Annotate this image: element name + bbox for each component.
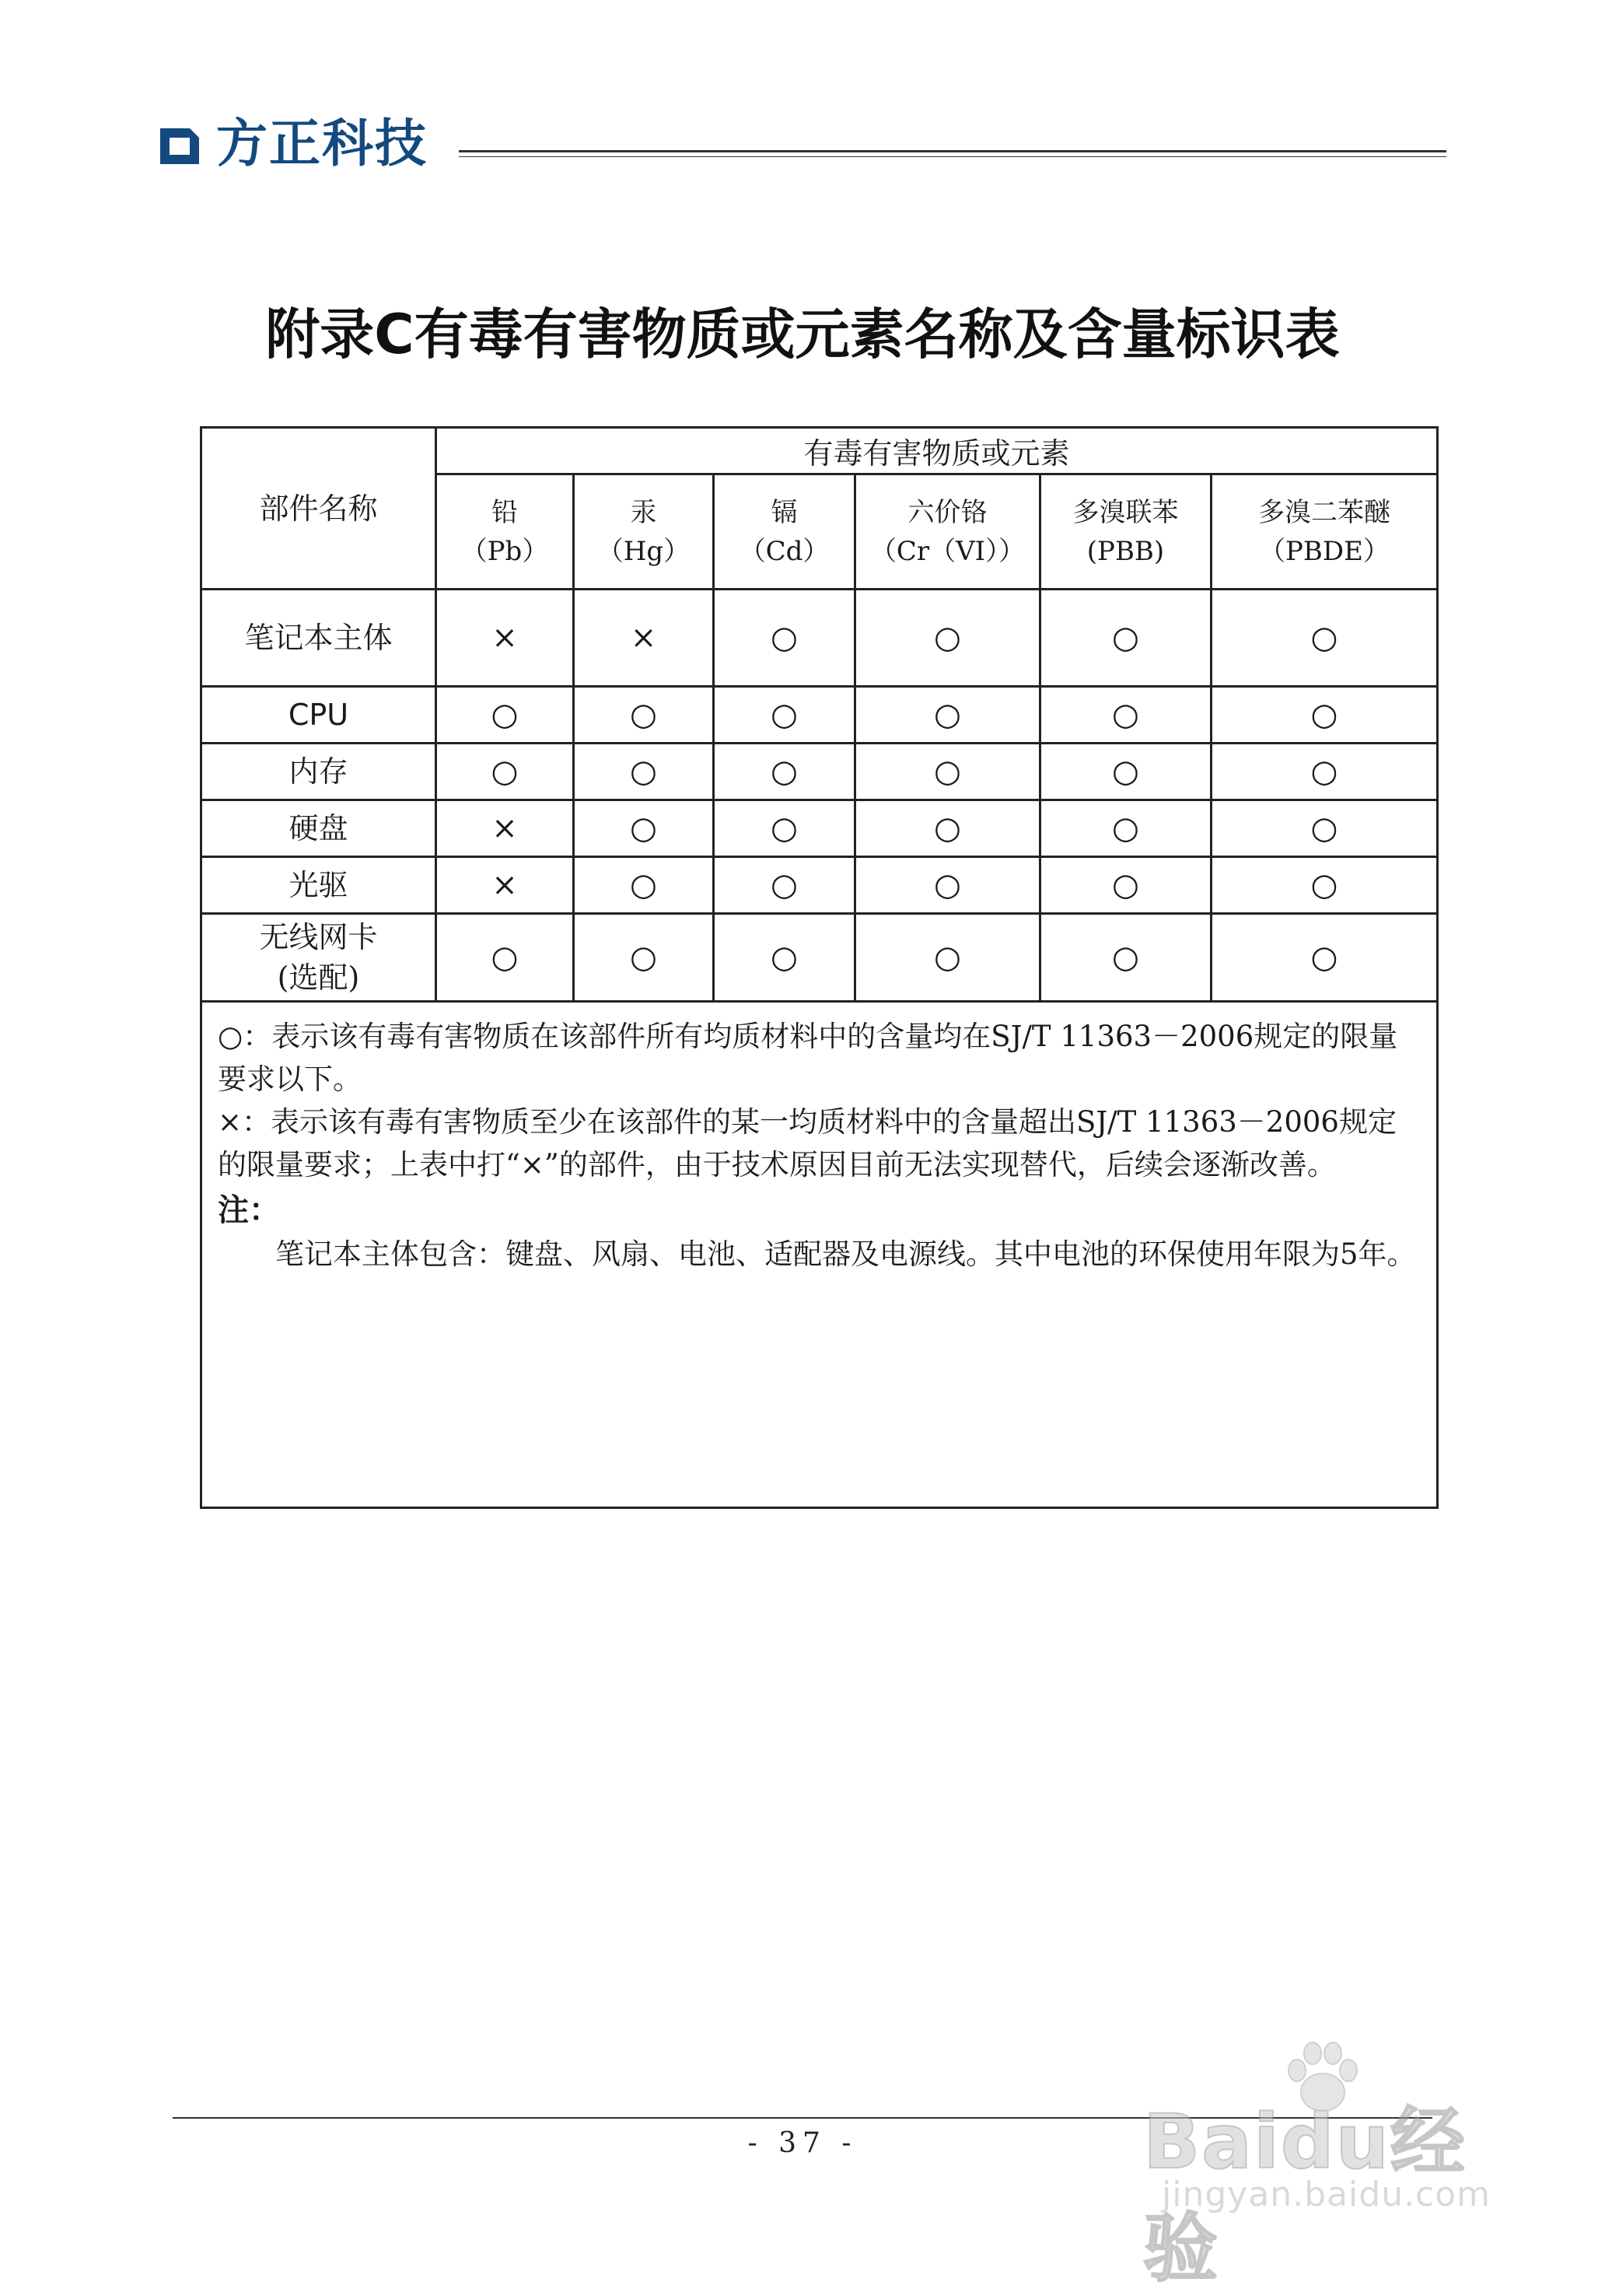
value-cell: ○: [1040, 800, 1212, 857]
value-cell: ○: [574, 744, 714, 800]
founder-logo-icon: [156, 121, 204, 169]
value-cell: ×: [436, 857, 574, 914]
header-rule-thin: [459, 156, 1446, 157]
watermark-brand: Baidu经验: [1143, 2098, 1467, 2292]
page-number: - 37 -: [747, 2127, 858, 2159]
element-header-pbb: 多溴联苯 (PBB): [1040, 474, 1212, 590]
watermark-url: jingyan.baidu.com: [1162, 2175, 1491, 2214]
brand-name: 方正科技: [216, 114, 428, 173]
value-cell: ○: [436, 914, 574, 1002]
value-cell: ×: [436, 800, 574, 857]
part-name-line: 无线网卡: [259, 920, 378, 954]
hazardous-substance-table: [200, 426, 1436, 1509]
value-cell: ○: [714, 687, 855, 744]
part-name-cell: 硬盘: [201, 800, 436, 857]
part-name-line: (选配): [277, 961, 360, 995]
value-cell: ○: [1212, 590, 1438, 687]
element-header-lead: 铅 （Pb）: [436, 474, 574, 590]
substance-group-header: 有毒有害物质或元素: [436, 428, 1438, 474]
value-cell: ○: [714, 857, 855, 914]
value-cell: ○: [1040, 914, 1212, 1002]
table-row: [201, 857, 1438, 914]
value-cell: ×: [436, 590, 574, 687]
value-cell: ○: [574, 914, 714, 1002]
page-header: [156, 113, 1446, 183]
value-cell: ○: [855, 914, 1040, 1002]
value-cell: ×: [574, 590, 714, 687]
table-row: [201, 800, 1438, 857]
part-name-cell: [201, 914, 436, 1002]
part-name-cell: 笔记本主体: [201, 590, 436, 687]
value-cell: ○: [574, 800, 714, 857]
table-row: [201, 687, 1438, 744]
part-name-cell: CPU: [201, 687, 436, 744]
element-header-mercury: 汞 （Hg）: [574, 474, 714, 590]
note-label: 注：: [218, 1192, 280, 1228]
value-cell: ○: [574, 857, 714, 914]
baidu-watermark: [1143, 2036, 1532, 2292]
element-header-chromium: 六价铬 （Cr（VI））: [855, 474, 1040, 590]
value-cell: ○: [1212, 744, 1438, 800]
value-cell: ○: [714, 914, 855, 1002]
value-cell: ○: [1040, 590, 1212, 687]
value-cell: ○: [1212, 914, 1438, 1002]
value-cell: ○: [1212, 857, 1438, 914]
value-cell: ○: [714, 590, 855, 687]
table-row: [201, 744, 1438, 800]
value-cell: ○: [436, 687, 574, 744]
notes-cell: [201, 1002, 1438, 1508]
page-title: 附录C有毒有害物质或元素名称及含量标识表: [265, 303, 1340, 366]
element-header-pbde: 多溴二苯醚 （PBDE）: [1212, 474, 1438, 590]
value-cell: ○: [1212, 800, 1438, 857]
table-row: [201, 590, 1438, 687]
value-cell: ○: [714, 744, 855, 800]
note-cross: ×：表示该有毒有害物质至少在该部件的某一均质材料中的含量超出SJ/T 11363－2006规定的限量要求；上表中打“×”的部件，由于技术原因目前无法实现替代，后续会逐渐改善。: [218, 1105, 1397, 1181]
element-header-cadmium: 镉 （Cd）: [714, 474, 855, 590]
value-cell: ○: [1040, 857, 1212, 914]
value-cell: ○: [436, 744, 574, 800]
value-cell: ○: [714, 800, 855, 857]
note-circle: ○：表示该有毒有害物质在该部件所有均质材料中的含量均在SJ/T 11363－2006规定的限量要求以下。: [218, 1020, 1398, 1096]
header-rule: [459, 150, 1446, 152]
part-name-header: 部件名称: [201, 428, 436, 590]
value-cell: ○: [1040, 744, 1212, 800]
value-cell: ○: [574, 687, 714, 744]
value-cell: ○: [855, 800, 1040, 857]
value-cell: ○: [855, 590, 1040, 687]
value-cell: ○: [1212, 687, 1438, 744]
part-name-cell: 内存: [201, 744, 436, 800]
table-row: [201, 914, 1438, 1002]
value-cell: ○: [1040, 687, 1212, 744]
note-body: 笔记本主体包含：键盘、风扇、电池、适配器及电源线。其中电池的环保使用年限为5年。: [275, 1237, 1416, 1271]
value-cell: ○: [855, 744, 1040, 800]
part-name-cell: 光驱: [201, 857, 436, 914]
value-cell: ○: [855, 687, 1040, 744]
value-cell: ○: [855, 857, 1040, 914]
